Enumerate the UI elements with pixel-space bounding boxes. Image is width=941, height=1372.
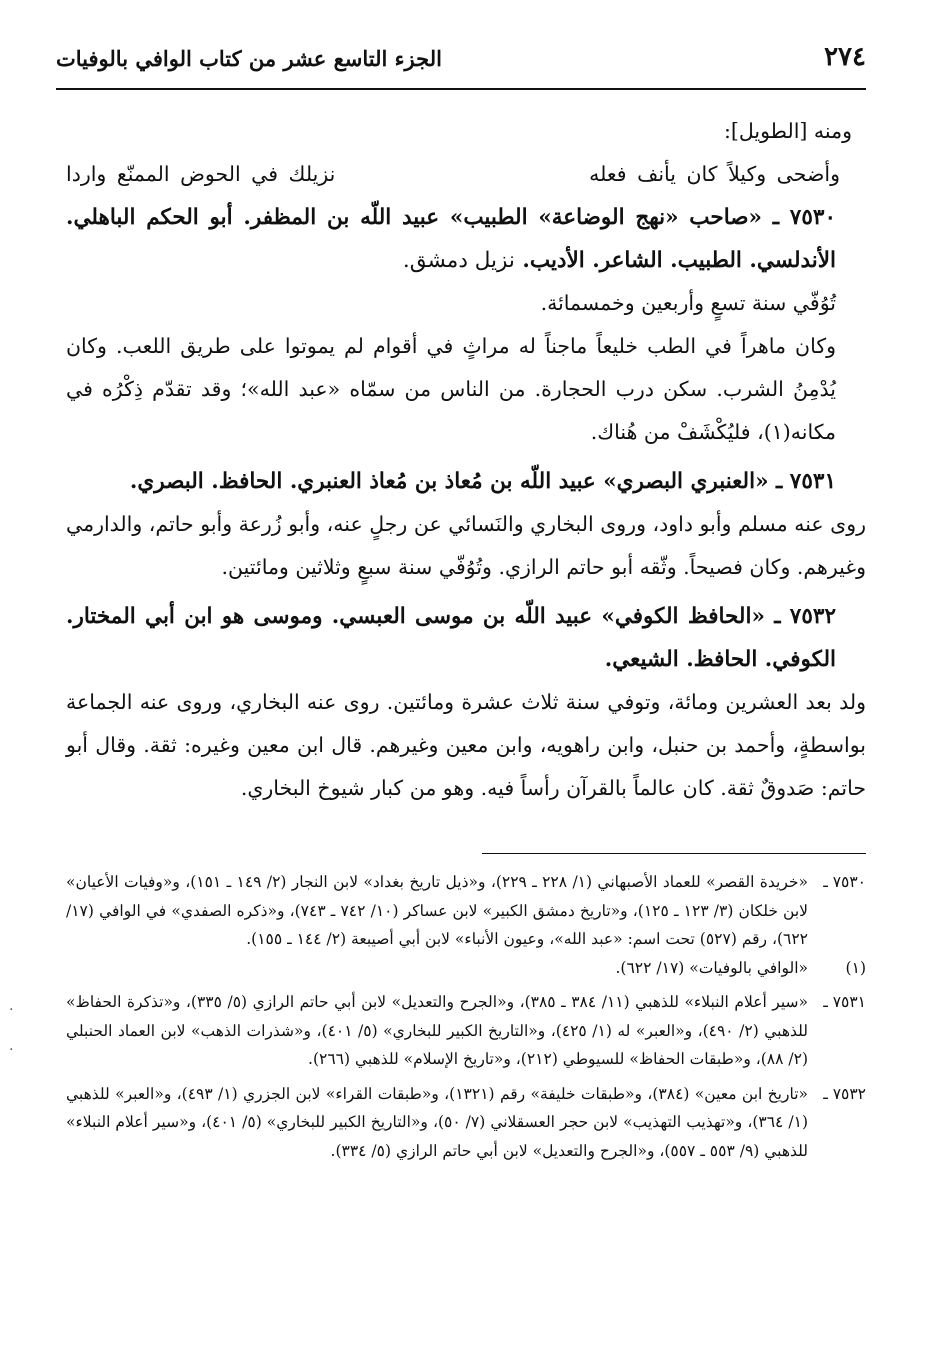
footnote-number: (١) xyxy=(845,958,866,977)
footnote-text: «سير أعلام النبلاء» للذهبي (١١/ ٣٨٤ ـ ٣٨٥)، و«الجرح والتعديل» لابن أبي حاتم الرازي (٥/ ٣٣٥)، و«تذكرة الحفاظ» للذهبي (٢/ ٤٩٠)، و«العبر» له (١/ ٤٢٥)، و«التاريخ الكبير للبخاري» (٥/ ٤٠١)، و«شذرات الذهب» لابن العماد الحنبلي (٢/ ٨٨)، و«طبقات الحفاظ» للسيوطي (٢١٢)، و«تاريخ الإسلام» للذهبي (٢٦٦). xyxy=(66,993,809,1068)
entry-7530-heading xyxy=(66,196,866,282)
verse-first-hemistich: وأضحى وكيلاً كان يأنف فعله xyxy=(589,162,840,186)
footnote-1 xyxy=(66,954,866,983)
page-number: ٢٧٤ xyxy=(824,42,866,72)
footnote-7531 xyxy=(66,988,866,1074)
footnote-number: ٧٥٣١ ـ xyxy=(823,993,866,1011)
footnote-text: «تاريخ ابن معين» (٣٨٤)، و«طبقات خليفة» رقم (١٣٢١)، و«طبقات القراء» لابن الجزري (١/ ٤٩٣)، و«العبر» للذهبي (١/ ٣٦٤)، و«تهذيب التهذيب» لابن حجر العسقلاني (٧/ ٥٠)، و«التاريخ الكبير للبخاري» (٥/ ٤٠١)، و«سير أعلام النبلاء» للذهبي (٩/ ٥٥٣ ـ ٥٥٧)، و«الجرح والتعديل» لابن أبي حاتم الرازي (٥/ ٣٣٤). xyxy=(66,1084,809,1160)
scan-margin-marks: · · xyxy=(9,1002,14,1058)
footnote-number: ٧٥٣٢ ـ xyxy=(823,1084,866,1103)
header-rule xyxy=(56,88,866,90)
poem-verse xyxy=(66,153,866,196)
running-title: الجزء التاسع عشر من كتاب الوافي بالوفيات xyxy=(56,46,442,71)
entry-7530-heading-bold: ٧٥٣٠ ـ «صاحب «نهج الوضاعة» الطبيب» عبيد اللّه بن المظفر. أبو الحكم الباهلي. الأندلسي. الطبيب. الشاعر. الأديب. xyxy=(66,205,836,273)
verse-intro: ومنه [الطويل]: xyxy=(723,119,852,143)
verse-second-hemistich: نزيلك في الحوض الممنّع واردا xyxy=(66,162,336,186)
entry-7530-paragraph: وكان ماهراً في الطب خليعاً ماجناً له مراثٍ في أقوام لم يموتوا على طريق اللعب. وكان يُدْمِنُ الشرب. سكن درب الحجارة. من الناس من سمّاه «عبد الله»؛ وقد تقدّم ذِكْرُه في مكانه(١)، فليُكْشَفْ من هُناك. xyxy=(66,334,836,444)
footnote-text: «خريدة القصر» للعماد الأصبهاني (١/ ٢٢٨ ـ ٢٢٩)، و«ذيل تاريخ بغداد» لابن النجار (٢/ ١٤٩ ـ ١٥١)، و«وفيات الأعيان» لابن خلكان (٣/ ١٢٣ ـ ١٢٥)، و«تاريخ دمشق الكبير» لابن عساكر (١٠/ ٧٤٢ ـ ٧٤٣)، و«ذكره الصفدي» في الوافي (١٧/ ٦٢٢)، رقم (٥٢٧) تحت اسم: «عبد الله»، وعيون الأنباء» لابن أبي أصيبعة (٢/ ١٤٤ ـ ١٥٥). xyxy=(66,873,809,948)
entry-7531-paragraph: روى عنه مسلم وأبو داود، وروى البخاري والنَسائي عن رجلٍ عنه، وأبو زُرعة وأبو حاتم، والدارمي وغيرهم. وكان فصيحاً. وثّقه أبو حاتم الرازي. وتُوُفّي سنة سبعٍ وثلاثين ومائتين. xyxy=(66,512,866,579)
entry-7531-heading: ٧٥٣١ ـ «العنبري البصري» عبيد اللّه بن مُعاذ بن مُعاذ العنبري. الحافظ. البصري. xyxy=(129,469,836,494)
footnote-7530 xyxy=(66,868,866,954)
footnote-7532 xyxy=(66,1080,866,1166)
entry-7532-heading: ٧٥٣٢ ـ «الحافظ الكوفي» عبيد اللّه بن موسى العبسي. وموسى هو ابن أبي المختار. الكوفي. الحافظ. الشيعي. xyxy=(66,604,836,672)
page-header xyxy=(56,42,866,86)
footnotes xyxy=(66,868,866,1165)
main-text xyxy=(66,110,866,810)
footnote-text: «الوافي بالوفيات» (١٧/ ٦٢٢). xyxy=(615,958,808,977)
entry-7530-death: تُوُفّي سنة تسعٍ وأربعين وخمسمائة. xyxy=(540,291,836,315)
entry-7530-heading-tail: نزيل دمشق. xyxy=(402,248,515,273)
entry-7532-paragraph: ولد بعد العشرين ومائة، وتوفي سنة ثلاث عشرة ومائتين. روى عنه البخاري، وروى عنه الجماعة بواسطةٍ، وأحمد بن حنبل، وابن راهويه، وابن معين وغيرهم. قال ابن معين وغيره: ثقة. وقال أبو حاتم: صَدوقٌ ثقة. كان عالماً بالقرآن رأساً فيه. وهو من كبار شيوخ البخاري. xyxy=(66,690,866,800)
footnote-number: ٧٥٣٠ ـ xyxy=(823,873,866,891)
footnote-rule xyxy=(482,853,866,854)
